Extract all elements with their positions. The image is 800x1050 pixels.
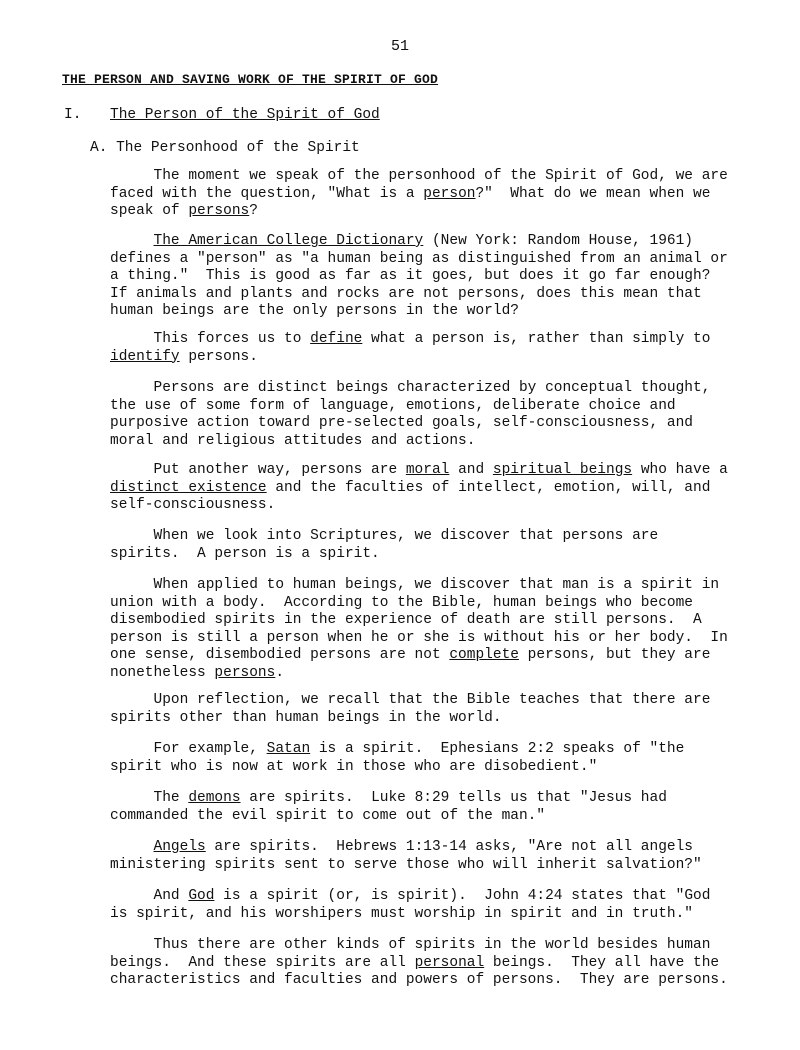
text-line: Persons are distinct beings characterized by conceptual thought, [110,380,711,396]
paragraph-9 [110,741,710,776]
text-line [110,839,154,855]
paragraph-7 [110,577,728,683]
text-line: are spirits. Hebrews 1:13-14 asks, "Are not all angels [205,839,694,855]
subsection-heading-A: A. The Personhood of the Spirit [90,140,360,156]
text-line: beings. They all have the [484,954,720,971]
paragraph-5 [110,462,728,515]
text-line: spirits. A person is a spirit. [110,545,380,562]
underlined-word: demons [188,790,241,806]
underlined-word: identify [110,348,180,365]
text-line: human beings are the only persons in the world? [110,303,519,320]
section-label: The Person of the Spirit of God [110,107,380,123]
text-line: ?" What do we mean when we [475,185,711,202]
text-line: persons. [179,348,258,365]
text-line: disembodied spirits in the experience of death are still persons. A [110,612,702,629]
paragraph-1 [110,168,728,221]
underlined-word: personal [414,954,485,971]
text-line: The moment we speak of the personhood of the Spirit of God, we are [110,168,728,184]
text-line: . [275,664,285,681]
text-line: is spirit, and his worshipers must worship in spirit and in truth." [110,905,693,922]
underlined-word: define [310,331,363,347]
text-line: faced with the question, "What is a [110,185,424,202]
paragraph-13 [110,937,728,990]
text-line: speak of [110,203,189,220]
paragraph-12 [110,888,710,923]
text-line: Upon reflection, we recall that the Bible teaches that there are [110,692,711,708]
underlined-word: person [423,185,476,202]
underlined-word: spiritual beings [492,462,633,478]
paragraph-11 [110,839,710,874]
paragraph-10 [110,790,710,825]
text-line: The [110,790,189,806]
text-line: who have a [632,462,728,478]
text-line: person is still a person when he or she is without his or her body. In [110,629,728,646]
text-line: are spirits. Luke 8:29 tells us that "Jesus had [240,790,667,806]
text-line: beings. And these spirits are all [110,954,415,971]
underlined-word: persons [214,664,276,681]
underlined-word: persons [188,203,250,220]
text-line: and [449,462,493,478]
text-line: one sense, disembodied persons are not [110,647,450,664]
text-line: a thing." This is good as far as it goes, but does it go far enough? [110,268,711,285]
section-number: I. [64,107,82,123]
text-line: is a spirit (or, is spirit). John 4:24 states that "God [214,888,711,904]
text-line: Thus there are other kinds of spirits in the world besides human [110,937,711,953]
text-line: what a person is, rather than simply to [362,331,711,347]
text-line: Put another way, persons are [110,462,406,478]
text-line: self-consciousness. [110,497,276,514]
underlined-word: complete [449,647,519,664]
text-line: purposive action toward pre-selected goals, self-consciousness, and [110,415,693,432]
text-line: And [110,888,189,904]
underlined-word: Angels [153,839,206,855]
text-line: (New York: Random House, 1961) [423,233,694,249]
text-line: nonetheless [110,664,215,681]
paragraph-6 [110,528,710,563]
section-heading-I [64,107,380,123]
paragraph-4 [110,380,710,450]
text-line [110,233,154,249]
text-line: spirit who is now at work in those who are disobedient." [110,758,598,775]
paragraph-2 [110,233,728,321]
text-line: moral and religious attitudes and actions. [110,432,476,449]
underlined-word: moral [405,462,450,478]
text-line: When we look into Scriptures, we discover that persons are [110,528,659,544]
underlined-word: distinct existence [110,479,267,496]
page-number: 51 [390,38,409,55]
text-line: persons, but they are [518,647,711,664]
underlined-word: Satan [266,741,311,757]
paragraph-3 [110,331,710,366]
text-line: characteristics and faculties and powers of persons. They are persons. [110,972,728,989]
text-line: union with a body. According to the Bible, human beings who become [110,594,693,611]
text-line: For example, [110,741,267,757]
text-line: commanded the evil spirit to come out of the man." [110,807,546,824]
text-line: When applied to human beings, we discover that man is a spirit in [110,577,720,593]
text-line: and the faculties of intellect, emotion, will, and [266,479,711,496]
text-line: If animals and plants and rocks are not persons, does this mean that [110,285,702,302]
text-line: spirits other than human beings in the world. [110,709,502,726]
text-line: is a spirit. Ephesians 2:2 speaks of "the [310,741,685,757]
text-line: This forces us to [110,331,311,347]
text-line: the use of some form of language, emotions, deliberate choice and [110,397,676,414]
text-line: ministering spirits sent to serve those who will inherit salvation?" [110,856,702,873]
paragraph-8 [110,692,710,727]
underlined-word: God [188,888,215,904]
text-line: defines a "person" as "a human being as distinguished from an animal or [110,250,728,267]
underlined-book-title: The American College Dictionary [153,233,424,249]
text-line: ? [249,203,258,220]
document-title: THE PERSON AND SAVING WORK OF THE SPIRIT OF GOD [62,72,439,87]
